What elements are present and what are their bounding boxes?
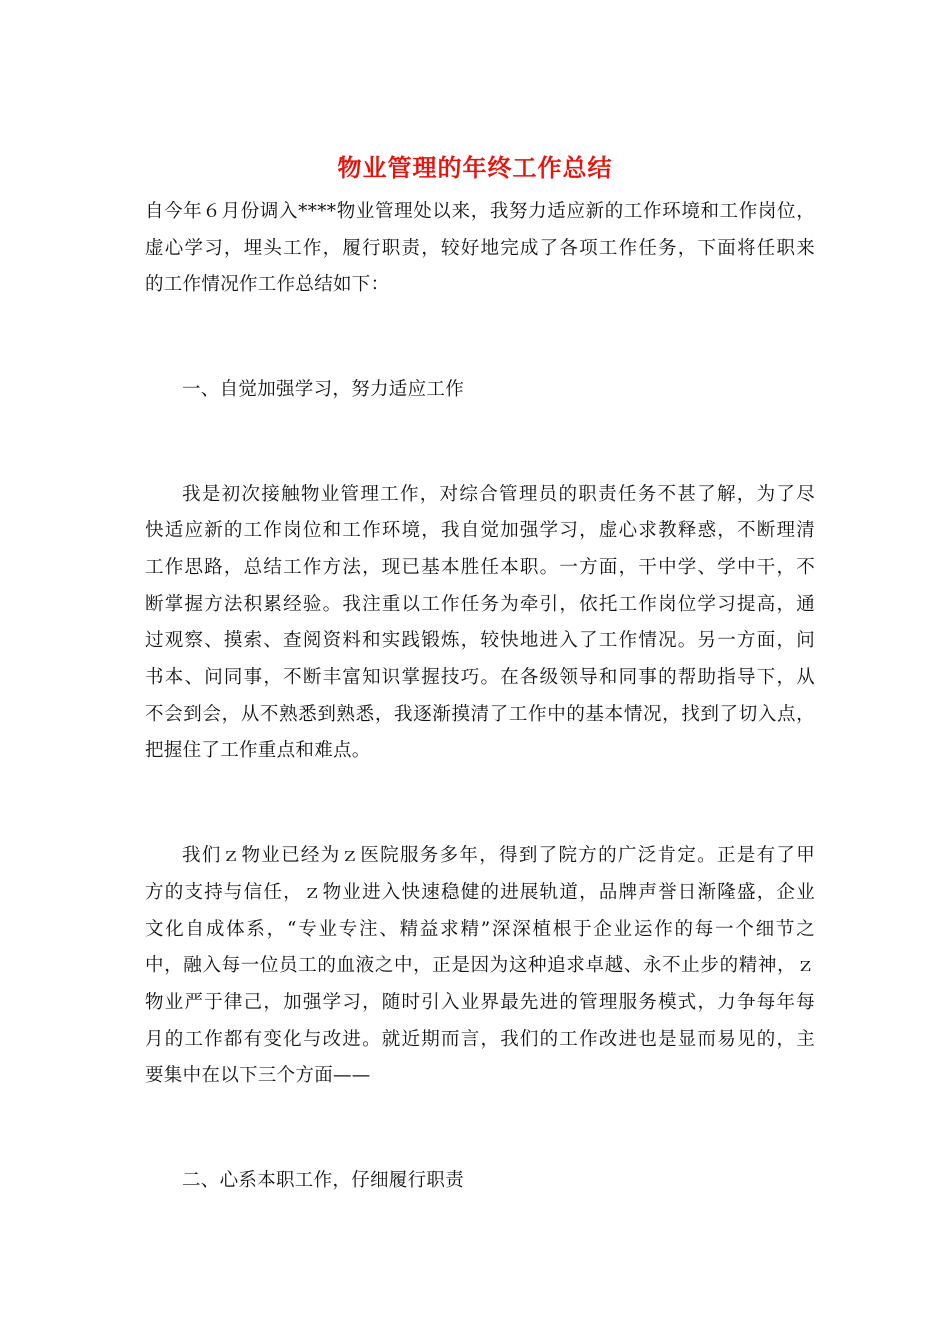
paragraph-line: 月的工作都有变化与改进。就近期而言，我们的工作改进也是显而易见的，主 (145, 1029, 815, 1050)
document-title: 物业管理的年终工作总结 (337, 153, 613, 182)
intro-line: 的工作情况作工作总结如下： (145, 274, 390, 295)
paragraph-line: 我们ｚ物业已经为ｚ医院服务多年，得到了院方的广泛肯定。正是有了甲 (182, 845, 815, 866)
intro-line: 虚心学习，埋头工作，履行职责，较好地完成了各项工作任务，下面将任职来 (145, 238, 815, 259)
paragraph-line: 我是初次接触物业管理工作，对综合管理员的职责任务不甚了解，为了尽 (182, 484, 815, 505)
paragraph-line: 把握住了工作重点和难点。 (145, 740, 371, 761)
section-heading: 一、自觉加强学习，努力适应工作 (182, 379, 465, 400)
paragraph-line: 文化自成体系，“专业专注、精益求精”深深植根于企业运作的每一个细节之 (145, 919, 815, 940)
paragraph-line: 工作思路，总结工作方法，现已基本胜任本职。一方面，干中学、学中干，不 (145, 557, 815, 578)
paragraph-line: 快适应新的工作岗位和工作环境，我自觉加强学习，虚心求教释惑，不断理清 (145, 520, 815, 541)
paragraph-line: 中，融入每一位员工的血液之中，正是因为这种追求卓越、永不止步的精神，ｚ (145, 955, 815, 976)
section-heading: 二、心系本职工作，仔细履行职责 (182, 1170, 465, 1191)
paragraph-line: 过观察、摸索、查阅资料和实践锻炼，较快地进入了工作情况。另一方面，问 (145, 630, 815, 651)
intro-line: 自今年６月份调入****物业管理处以来，我努力适应新的工作环境和工作岗位， (145, 201, 815, 222)
paragraph-line: 不会到会，从不熟悉到熟悉，我逐渐摸清了工作中的基本情况，找到了切入点， (145, 704, 815, 725)
paragraph-line: 方的支持与信任，ｚ物业进入快速稳健的进展轨道，品牌声誉日渐隆盛，企业 (145, 882, 815, 903)
paragraph-line: 要集中在以下三个方面—— (145, 1065, 371, 1086)
paragraph-line: 书本、问同事，不断丰富知识掌握技巧。在各级领导和同事的帮助指导下，从 (145, 667, 815, 688)
paragraph-line: 断掌握方法积累经验。我注重以工作任务为牵引，依托工作岗位学习提高，通 (145, 594, 815, 615)
paragraph-line: 物业严于律己，加强学习，随时引入业界最先进的管理服务模式，力争每年每 (145, 992, 815, 1013)
